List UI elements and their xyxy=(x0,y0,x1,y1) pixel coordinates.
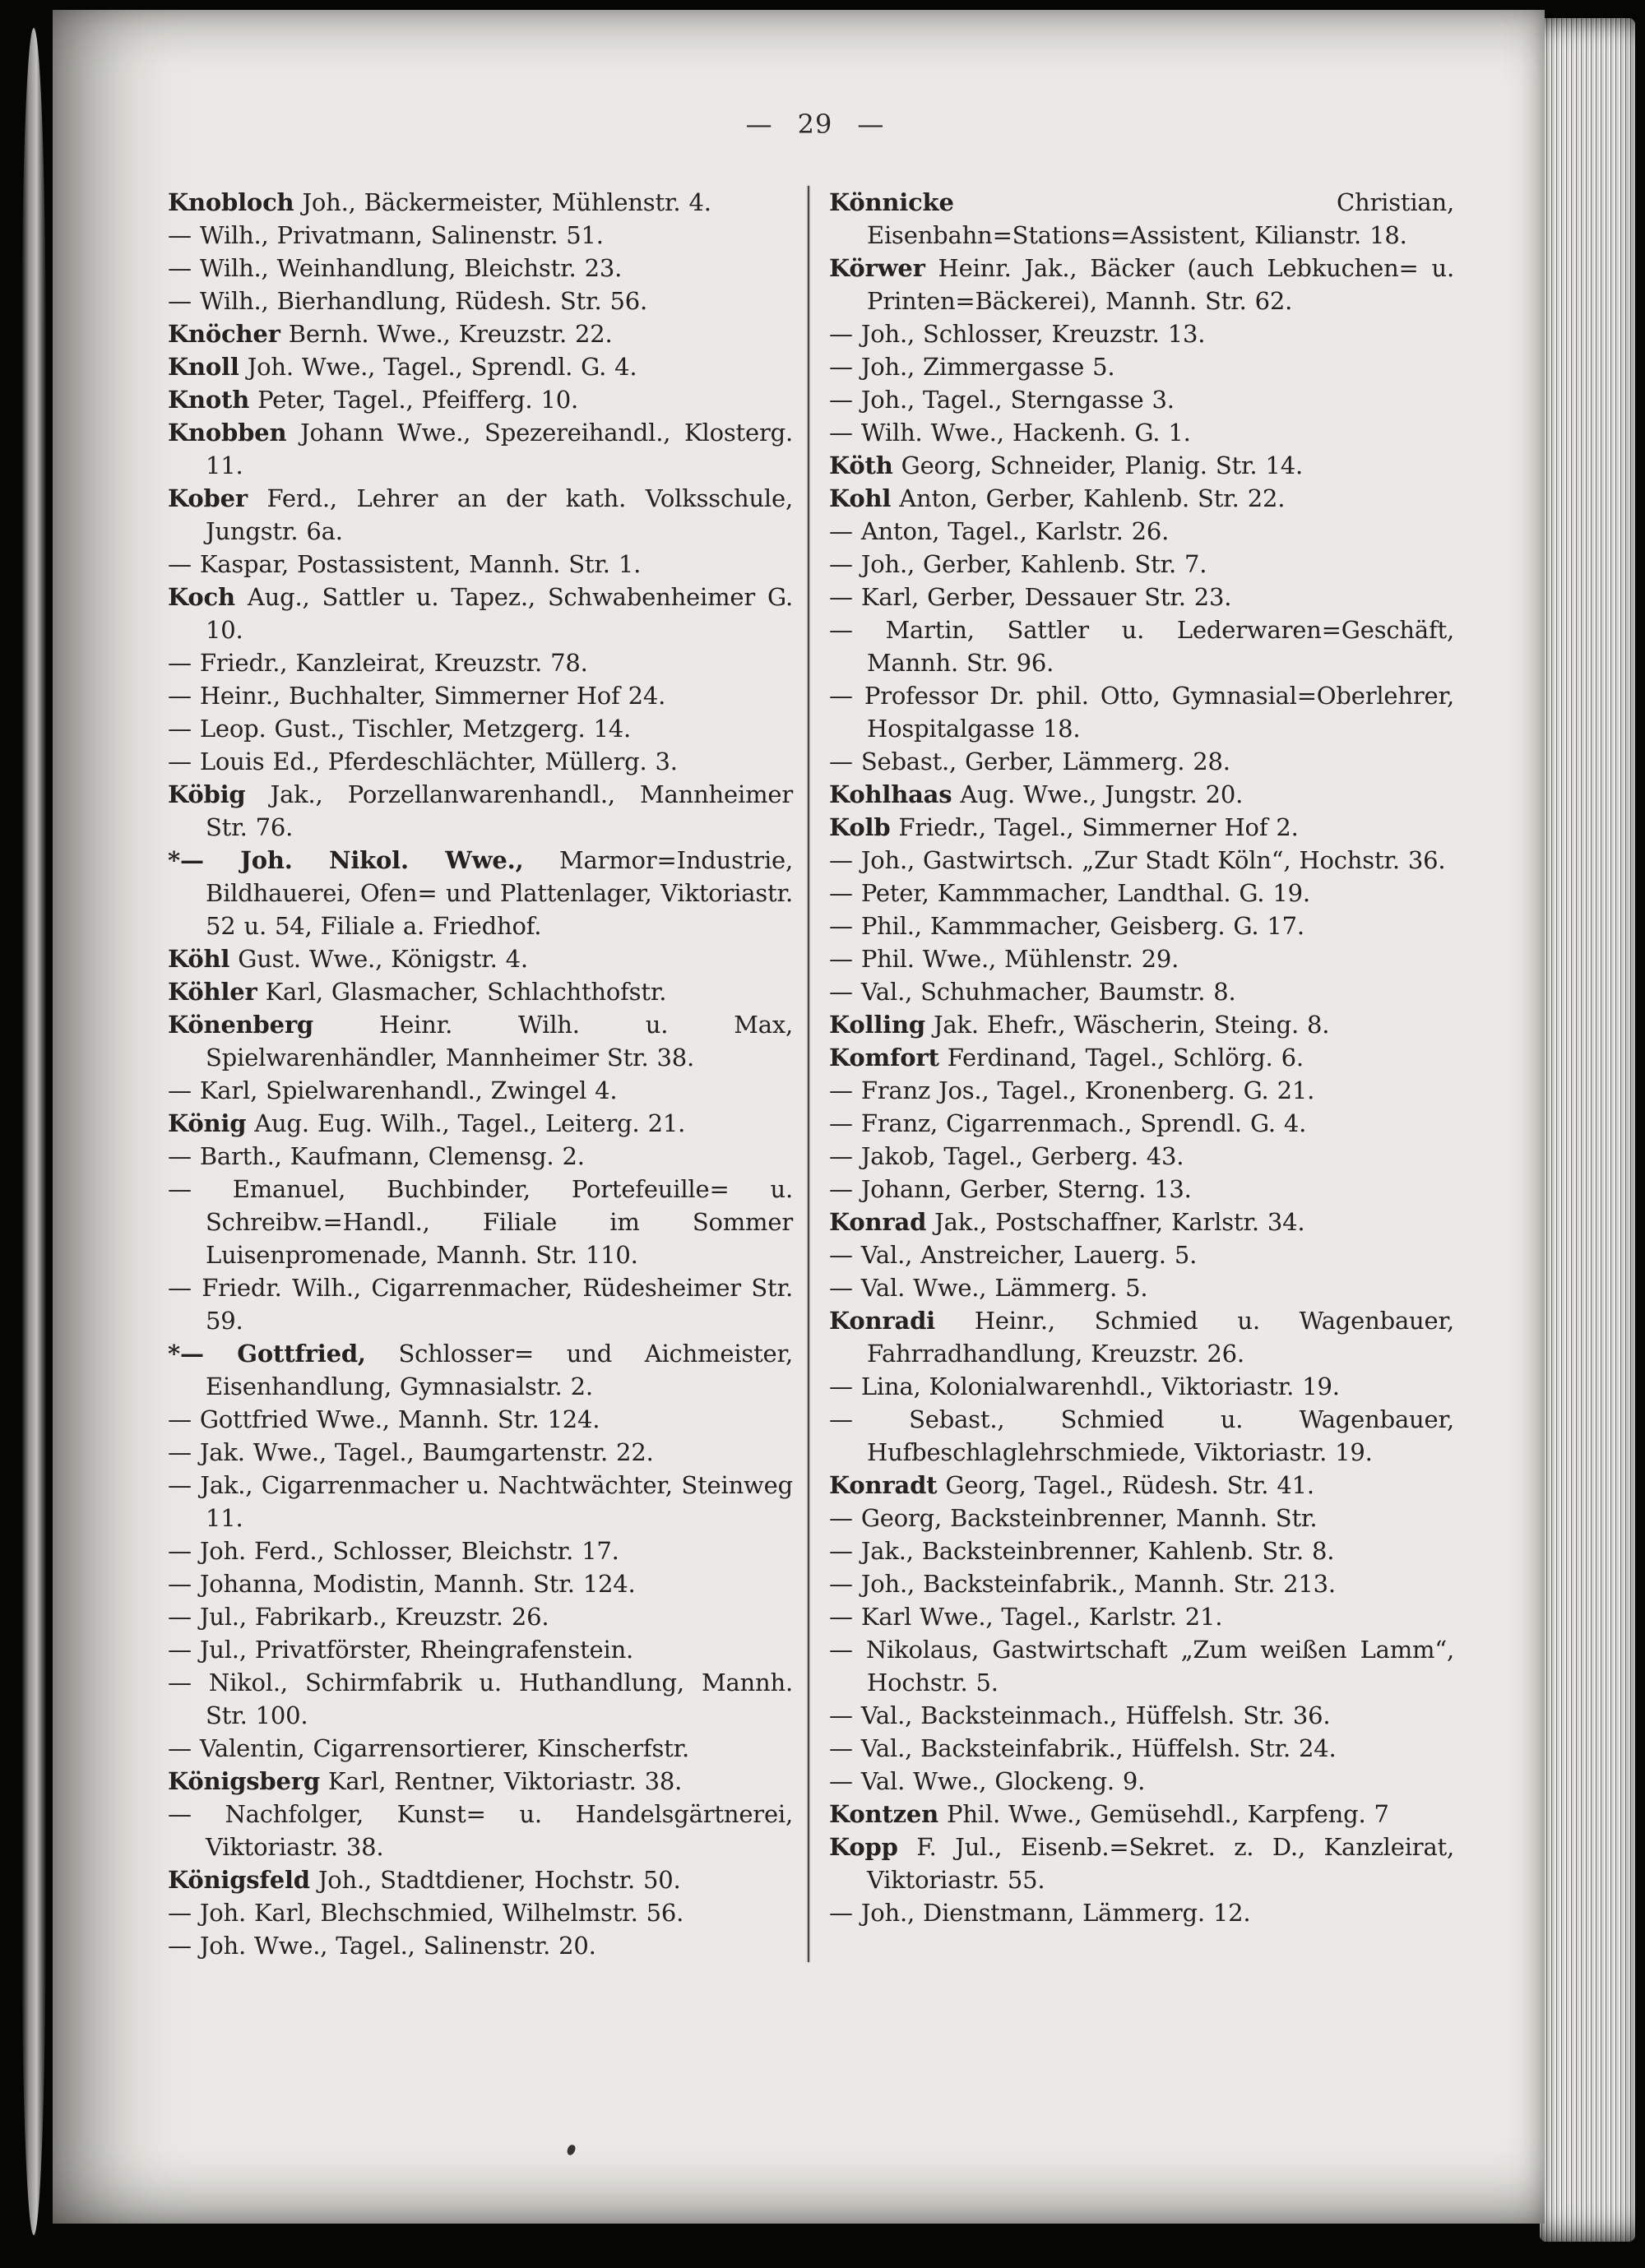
directory-entry xyxy=(829,1633,1454,1699)
directory-entry xyxy=(829,1469,1454,1502)
entry-surname: Kolling xyxy=(829,1011,925,1039)
directory-entry xyxy=(168,1929,793,1962)
entry-surname: Koch xyxy=(168,583,235,611)
entry-surname: Köhler xyxy=(168,978,257,1006)
entry-text: — Joh. Ferd., Schlosser, Bleichstr. 17. xyxy=(168,1537,619,1565)
directory-entry xyxy=(829,1567,1454,1600)
entry-text: — Val. Wwe., Glockeng. 9. xyxy=(829,1767,1146,1795)
directory-entry xyxy=(168,252,793,285)
entry-text: — Anton, Tagel., Karlstr. 26. xyxy=(829,517,1170,545)
entry-surname: Knoll xyxy=(168,353,239,381)
directory-entry xyxy=(168,1666,793,1732)
entry-text: Aug., Sattler u. Tapez., Schwabenheimer G. 10. xyxy=(206,583,793,644)
entry-text: — Nikolaus, Gastwirtschaft „Zum weißen Lamm“, Hochstr. 5. xyxy=(829,1636,1454,1696)
directory-entry xyxy=(168,1140,793,1173)
entry-surname: Kohlhaas xyxy=(829,780,952,808)
entry-text: — Nachfolger, Kunst= u. Handelsgärtnerei, Viktoriastr. 38. xyxy=(168,1800,793,1861)
directory-entry xyxy=(168,416,793,482)
directory-entry xyxy=(829,910,1454,942)
directory-entry xyxy=(168,1107,793,1140)
entry-text: Jak. Ehefr., Wäscherin, Steing. 8. xyxy=(924,1011,1330,1039)
entry-surname: Könnicke xyxy=(829,188,954,216)
entry-text: — Joh. Wwe., Tagel., Salinenstr. 20. xyxy=(168,1932,596,1960)
directory-entry xyxy=(168,317,793,350)
entry-surname: Kontzen xyxy=(829,1800,938,1828)
entry-text: — Georg, Backsteinbrenner, Mannh. Str. xyxy=(829,1504,1318,1532)
right-column xyxy=(809,186,1454,1962)
entry-text: — Johanna, Modistin, Mannh. Str. 124. xyxy=(168,1570,636,1598)
directory-entry xyxy=(168,1896,793,1929)
directory-entry xyxy=(168,285,793,317)
entry-text: — Val. Wwe., Lämmerg. 5. xyxy=(829,1274,1148,1302)
directory-entry xyxy=(829,1534,1454,1567)
entry-surname: Körwer xyxy=(829,254,925,282)
entry-text: Gust. Wwe., Königstr. 4. xyxy=(229,945,528,973)
entry-text: — Leop. Gust., Tischler, Metzgerg. 14. xyxy=(168,715,631,743)
entry-surname: Kopp xyxy=(829,1833,898,1861)
entry-surname: Kohl xyxy=(829,484,892,512)
directory-entry xyxy=(829,745,1454,778)
entry-text: — Wilh., Privatmann, Salinenstr. 51. xyxy=(168,221,604,249)
entry-text: — Franz, Cigarrenmach., Sprendl. G. 4. xyxy=(829,1109,1307,1137)
ink-speck xyxy=(566,2144,577,2156)
entry-surname: Königsfeld xyxy=(168,1866,310,1894)
directory-entry xyxy=(168,1074,793,1107)
directory-entry xyxy=(829,548,1454,581)
entry-surname: Konrad xyxy=(829,1208,927,1236)
directory-entry xyxy=(829,811,1454,844)
directory-entry xyxy=(829,877,1454,910)
entry-text: — Friedr., Kanzleirat, Kreuzstr. 78. xyxy=(168,649,588,677)
entry-surname: König xyxy=(168,1109,247,1137)
entry-surname: Königsberg xyxy=(168,1767,320,1795)
directory-entry xyxy=(168,186,793,219)
entry-text: — Peter, Kammmacher, Landthal. G. 19. xyxy=(829,879,1310,907)
entry-text: — Franz Jos., Tagel., Kronenberg. G. 21. xyxy=(829,1076,1315,1104)
directory-entry xyxy=(829,383,1454,416)
directory-entry xyxy=(829,1107,1454,1140)
entry-text: — Johann, Gerber, Sterng. 13. xyxy=(829,1175,1192,1203)
entry-surname: *— Gottfried, xyxy=(168,1340,366,1368)
directory-entry xyxy=(829,1732,1454,1765)
left-column xyxy=(168,186,808,1962)
entry-text: Schlosser= und Aichmeister, Eisenhandlung, Gymnasialstr. 2. xyxy=(206,1340,793,1400)
directory-entry xyxy=(829,1008,1454,1041)
directory-entry xyxy=(829,515,1454,548)
page-number-dash-left: — xyxy=(745,109,773,140)
directory-columns xyxy=(168,186,1462,1962)
directory-entry xyxy=(829,186,1454,252)
directory-entry xyxy=(829,613,1454,679)
entry-text: Karl, Rentner, Viktoriastr. 38. xyxy=(319,1767,683,1795)
entry-text: — Karl, Spielwarenhandl., Zwingel 4. xyxy=(168,1076,618,1104)
entry-text: Joh., Stadtdiener, Hochstr. 50. xyxy=(309,1866,681,1894)
entry-text: — Phil., Kammmacher, Geisberg. G. 17. xyxy=(829,912,1304,940)
directory-entry xyxy=(829,1502,1454,1534)
directory-entry xyxy=(168,942,793,975)
directory-entry xyxy=(829,1699,1454,1732)
entry-text: — Karl Wwe., Tagel., Karlstr. 21. xyxy=(829,1603,1223,1631)
directory-entry xyxy=(168,1469,793,1534)
directory-entry xyxy=(168,1436,793,1469)
entry-text: Jak., Postschaffner, Karlstr. 34. xyxy=(926,1208,1305,1236)
entry-surname: Konradt xyxy=(829,1471,938,1499)
directory-entry xyxy=(829,317,1454,350)
entry-surname: Knobloch xyxy=(168,188,294,216)
entry-text: — Phil. Wwe., Mühlenstr. 29. xyxy=(829,945,1179,973)
entry-text: Anton, Gerber, Kahlenb. Str. 22. xyxy=(891,484,1286,512)
entry-text: Ferd., Lehrer an der kath. Volksschule, Jungstr. 6a. xyxy=(206,484,793,545)
entry-text: — Jakob, Tagel., Gerberg. 43. xyxy=(829,1142,1184,1170)
entry-text: — Sebast., Schmied u. Wagenbauer, Hufbeschlaglehrschmiede, Viktoriastr. 19. xyxy=(829,1405,1454,1466)
entry-text: Heinr. Jak., Bäcker (auch Lebkuchen= u. Printen=Bäckerei), Mannh. Str. 62. xyxy=(867,254,1454,315)
directory-entry xyxy=(168,1633,793,1666)
directory-entry xyxy=(168,778,793,844)
entry-surname: Kober xyxy=(168,484,248,512)
entry-text: — Val., Backsteinmach., Hüffelsh. Str. 36. xyxy=(829,1701,1331,1729)
directory-entry xyxy=(829,778,1454,811)
entry-text: — Sebast., Gerber, Lämmerg. 28. xyxy=(829,748,1230,775)
directory-entry xyxy=(829,1140,1454,1173)
entry-text: — Lina, Kolonialwarenhdl., Viktoriastr. 19. xyxy=(829,1372,1340,1400)
entry-surname: Könenberg xyxy=(168,1011,314,1039)
entry-text: — Val., Schuhmacher, Baumstr. 8. xyxy=(829,978,1236,1006)
entry-surname: Köhl xyxy=(168,945,230,973)
entry-text: — Friedr. Wilh., Cigarrenmacher, Rüdesheimer Str. 59. xyxy=(168,1274,793,1335)
directory-entry xyxy=(168,1534,793,1567)
entry-text: Georg, Schneider, Planig. Str. 14. xyxy=(892,451,1303,479)
entry-text: Aug. Eug. Wilh., Tagel., Leiterg. 21. xyxy=(246,1109,686,1137)
entry-text: — Joh., Zimmergasse 5. xyxy=(829,353,1115,381)
entry-text: — Jak. Wwe., Tagel., Baumgartenstr. 22. xyxy=(168,1438,654,1466)
entry-text: — Wilh., Bierhandlung, Rüdesh. Str. 56. xyxy=(168,287,648,315)
directory-entry xyxy=(168,844,793,942)
entry-text: — Kaspar, Postassistent, Mannh. Str. 1. xyxy=(168,550,642,578)
entry-text: Georg, Tagel., Rüdesh. Str. 41. xyxy=(937,1471,1314,1499)
entry-surname: Köth xyxy=(829,451,893,479)
entry-text: — Joh., Gerber, Kahlenb. Str. 7. xyxy=(829,550,1207,578)
directory-entry xyxy=(829,1074,1454,1107)
directory-entry xyxy=(168,646,793,679)
entry-text: — Professor Dr. phil. Otto, Gymnasial=Oberlehrer, Hospitalgasse 18. xyxy=(829,682,1454,743)
directory-entry xyxy=(168,1798,793,1863)
entry-text: Aug. Wwe., Jungstr. 20. xyxy=(952,780,1244,808)
directory-entry xyxy=(829,252,1454,317)
directory-entry xyxy=(168,383,793,416)
directory-entry xyxy=(829,416,1454,449)
entry-text: Ferdinand, Tagel., Schlörg. 6. xyxy=(938,1044,1304,1072)
directory-entry xyxy=(168,482,793,548)
entry-text: Marmor=Industrie, Bildhauerei, Ofen= und Plattenlager, Viktoriastr. 52 u. 54, Filiale a. Friedhof. xyxy=(206,846,794,940)
entry-text: — Jul., Fabrikarb., Kreuzstr. 26. xyxy=(168,1603,549,1631)
directory-entry xyxy=(168,548,793,581)
entry-surname: *— Joh. Nikol. Wwe., xyxy=(168,846,524,874)
entry-text: — Barth., Kaufmann, Clemensg. 2. xyxy=(168,1142,585,1170)
directory-entry xyxy=(168,1008,793,1074)
directory-entry xyxy=(168,1567,793,1600)
directory-entry xyxy=(168,581,793,646)
entry-text: — Jak., Cigarrenmacher u. Nachtwächter, Steinweg 11. xyxy=(168,1471,793,1532)
entry-surname: Knobben xyxy=(168,419,287,447)
directory-entry xyxy=(168,975,793,1008)
entry-text: Christian, Eisenbahn=Stations=Assistent, Kilianstr. 18. xyxy=(867,188,1454,249)
directory-entry xyxy=(829,1173,1454,1206)
entry-text: — Emanuel, Buchbinder, Portefeuille= u. Schreibw.=Handl., Filiale im Sommer Luisenpromenade, Mannh. Str. 110. xyxy=(168,1175,793,1269)
page-number-dash-right: — xyxy=(857,109,885,140)
entry-text: Jak., Porzellanwarenhandl., Mannheimer Str. 76. xyxy=(206,780,793,841)
entry-text: — Gottfried Wwe., Mannh. Str. 124. xyxy=(168,1405,600,1433)
entry-text: Joh., Bäckermeister, Mühlenstr. 4. xyxy=(294,188,711,216)
entry-surname: Komfort xyxy=(829,1044,939,1072)
directory-entry xyxy=(168,1863,793,1896)
directory-entry xyxy=(829,975,1454,1008)
directory-entry xyxy=(829,350,1454,383)
entry-text: — Nikol., Schirmfabrik u. Huthandlung, Mannh. Str. 100. xyxy=(168,1669,793,1729)
directory-entry xyxy=(168,1173,793,1271)
directory-entry xyxy=(829,1304,1454,1370)
directory-entry xyxy=(829,1765,1454,1798)
entry-text: — Karl, Gerber, Dessauer Str. 23. xyxy=(829,583,1232,611)
entry-surname: Kolb xyxy=(829,813,891,841)
directory-entry xyxy=(168,712,793,745)
directory-entry xyxy=(168,1271,793,1337)
entry-text: Joh. Wwe., Tagel., Sprendl. G. 4. xyxy=(239,353,637,381)
directory-text-block xyxy=(168,109,1462,1962)
entry-text: — Joh., Dienstmann, Lämmerg. 12. xyxy=(829,1899,1251,1927)
directory-entry xyxy=(168,745,793,778)
entry-text: — Joh., Gastwirtsch. „Zur Stadt Köln“, Hochstr. 36. xyxy=(829,846,1446,874)
directory-entry xyxy=(168,219,793,252)
entry-text: — Louis Ed., Pferdeschlächter, Müllerg. 3. xyxy=(168,748,678,775)
directory-entry xyxy=(829,1798,1454,1831)
entry-text: — Joh. Karl, Blechschmied, Wilhelmstr. 56. xyxy=(168,1899,684,1927)
entry-surname: Knöcher xyxy=(168,320,280,348)
entry-surname: Konradi xyxy=(829,1307,935,1335)
entry-text: Karl, Glasmacher, Schlachthofstr. xyxy=(257,978,667,1006)
entry-text: — Jul., Privatförster, Rheingrafenstein. xyxy=(168,1636,634,1664)
directory-entry xyxy=(829,1370,1454,1403)
directory-entry xyxy=(829,581,1454,613)
directory-entry xyxy=(829,844,1454,877)
book-page xyxy=(53,10,1545,2224)
directory-entry xyxy=(829,1600,1454,1633)
directory-entry xyxy=(829,1271,1454,1304)
entry-text: — Wilh. Wwe., Hackenh. G. 1. xyxy=(829,419,1191,447)
entry-text: Phil. Wwe., Gemüsehdl., Karpfeng. 7 xyxy=(938,1800,1389,1828)
directory-entry xyxy=(168,350,793,383)
entry-text: Heinr. Wilh. u. Max, Spielwarenhändler, Mannheimer Str. 38. xyxy=(206,1011,793,1072)
directory-entry xyxy=(168,1337,793,1403)
entry-surname: Knoth xyxy=(168,386,250,414)
entry-text: — Valentin, Cigarrensortierer, Kinscherfstr. xyxy=(168,1734,690,1762)
directory-entry xyxy=(829,942,1454,975)
directory-entry xyxy=(168,1600,793,1633)
entry-text: — Joh., Backsteinfabrik., Mannh. Str. 213. xyxy=(829,1570,1336,1598)
page-number xyxy=(168,109,1462,140)
directory-entry xyxy=(829,1041,1454,1074)
directory-entry xyxy=(829,449,1454,482)
directory-entry xyxy=(168,1765,793,1798)
entry-text: Johann Wwe., Spezereihandl., Klosterg. 11. xyxy=(206,419,793,479)
entry-text: Heinr., Schmied u. Wagenbauer, Fahrradhandlung, Kreuzstr. 26. xyxy=(867,1307,1454,1368)
entry-text: — Joh., Tagel., Sterngasse 3. xyxy=(829,386,1175,414)
binding-gutter xyxy=(21,28,46,2235)
entry-surname: Köbig xyxy=(168,780,246,808)
entry-text: — Val., Backsteinfabrik., Hüffelsh. Str. 24. xyxy=(829,1734,1337,1762)
page-stack-edges xyxy=(1540,18,1635,2242)
entry-text: Peter, Tagel., Pfeifferg. 10. xyxy=(249,386,578,414)
directory-entry xyxy=(829,679,1454,745)
directory-entry xyxy=(168,1403,793,1436)
entry-text: Bernh. Wwe., Kreuzstr. 22. xyxy=(280,320,613,348)
directory-entry xyxy=(829,1831,1454,1896)
entry-text: — Jak., Backsteinbrenner, Kahlenb. Str. 8. xyxy=(829,1537,1335,1565)
entry-text: Friedr., Tagel., Simmerner Hof 2. xyxy=(890,813,1299,841)
directory-entry xyxy=(829,1206,1454,1238)
entry-text: — Joh., Schlosser, Kreuzstr. 13. xyxy=(829,320,1206,348)
page-number-value: 29 xyxy=(797,109,833,140)
directory-entry xyxy=(829,482,1454,515)
entry-text: — Val., Anstreicher, Lauerg. 5. xyxy=(829,1241,1198,1269)
entry-text: — Martin, Sattler u. Lederwaren=Geschäft, Mannh. Str. 96. xyxy=(829,616,1454,677)
directory-entry xyxy=(168,1732,793,1765)
directory-entry xyxy=(168,679,793,712)
directory-entry xyxy=(829,1403,1454,1469)
directory-entry xyxy=(829,1238,1454,1271)
directory-entry xyxy=(829,1896,1454,1929)
entry-text: — Wilh., Weinhandlung, Bleichstr. 23. xyxy=(168,254,623,282)
entry-text: F. Jul., Eisenb.=Sekret. z. D., Kanzleirat, Viktoriastr. 55. xyxy=(867,1833,1454,1894)
entry-text: — Heinr., Buchhalter, Simmerner Hof 24. xyxy=(168,682,666,710)
